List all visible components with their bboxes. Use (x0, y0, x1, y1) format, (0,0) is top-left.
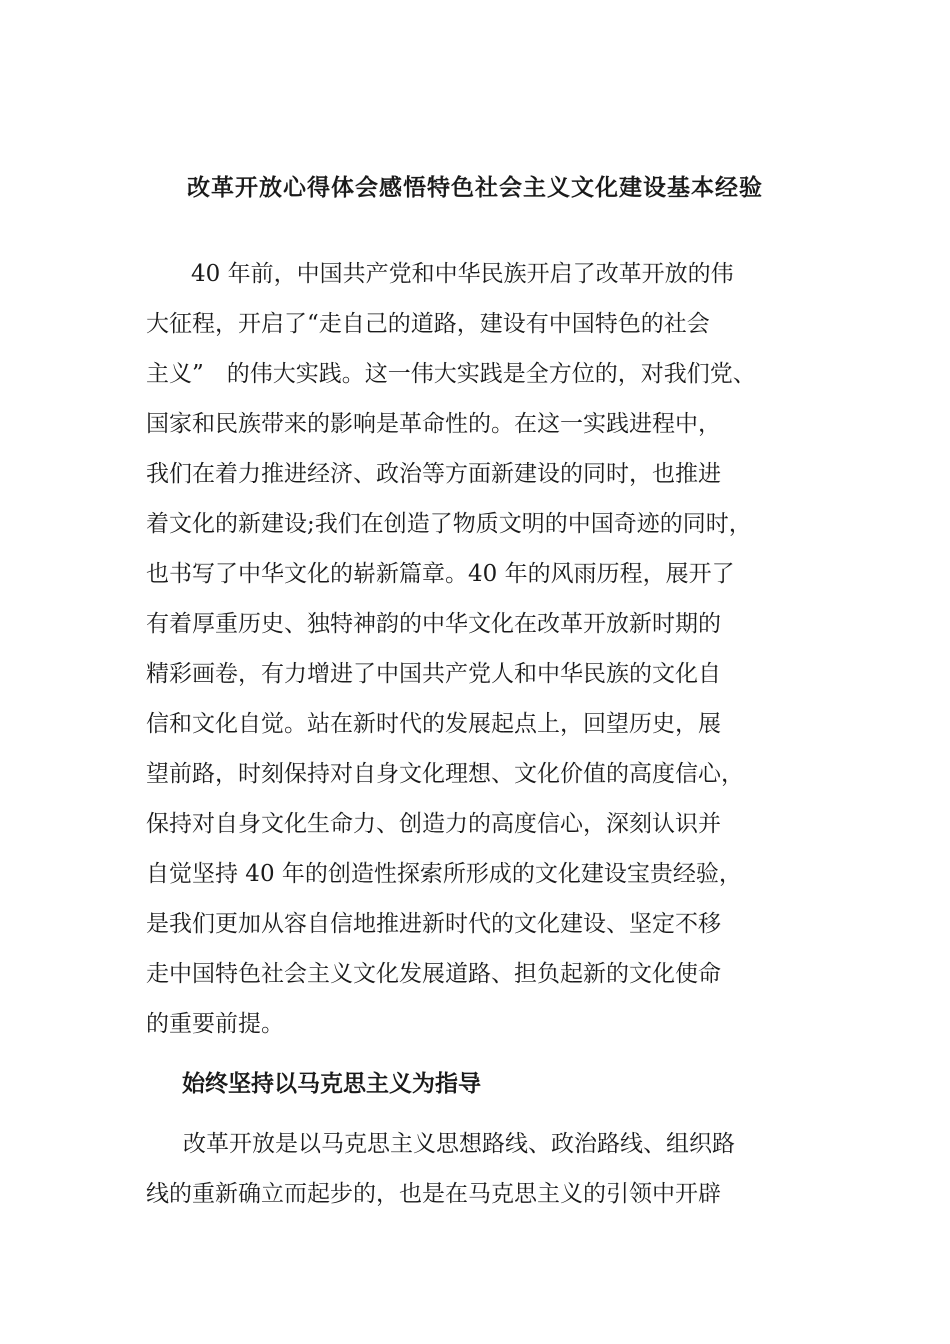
paragraph-line: 大征程，开启了“走自己的道路，建设有中国特色的社会 (146, 311, 710, 337)
paragraph-line: 着文化的新建设;我们在创造了物质文明的中国奇迹的同时， (146, 511, 752, 537)
paragraph-line: 改革开放是以马克思主义思想路线、政治路线、组织路 (160, 1131, 735, 1157)
paragraph-line: 望前路，时刻保持对自身文化理想、文化价值的高度信心， (146, 761, 744, 787)
paragraph-line: 线的重新确立而起步的，也是在马克思主义的引领中开辟 (146, 1181, 721, 1207)
paragraph-line: 的重要前提。 (146, 1011, 284, 1037)
paragraph-line: 走中国特色社会主义文化发展道路、担负起新的文化使命 (146, 961, 721, 987)
document-title: 改革开放心得体会感悟特色社会主义文化建设基本经验 (187, 175, 763, 201)
paragraph-line: 有着厚重历史、独特神韵的中华文化在改革开放新时期的 (146, 611, 721, 637)
paragraph-line: 是我们更加从容自信地推进新时代的文化建设、坚定不移 (146, 911, 721, 937)
paragraph-line: 也书写了中华文化的崭新篇章。40 年的风雨历程，展开了 (146, 561, 735, 587)
paragraph-line: 国家和民族带来的影响是革命性的。在这一实践进程中， (146, 411, 721, 437)
section-heading: 始终坚持以马克思主义为指导 (182, 1071, 481, 1097)
paragraph-line: 主义” 的伟大实践。这一伟大实践是全方位的，对我们党、 (146, 361, 756, 387)
paragraph-line: 保持对自身文化生命力、创造力的高度信心，深刻认识并 (146, 811, 721, 837)
paragraph-line: 40 年前，中国共产党和中华民族开启了改革开放的伟 (168, 261, 734, 287)
paragraph-line: 精彩画卷，有力增进了中国共产党人和中华民族的文化自 (146, 661, 721, 687)
paragraph-line: 自觉坚持 40 年的创造性探索所形成的文化建设宝贵经验， (146, 861, 742, 887)
paragraph-line: 我们在着力推进经济、政治等方面新建设的同时，也推进 (146, 461, 721, 487)
paragraph-line: 信和文化自觉。站在新时代的发展起点上，回望历史，展 (146, 711, 721, 737)
